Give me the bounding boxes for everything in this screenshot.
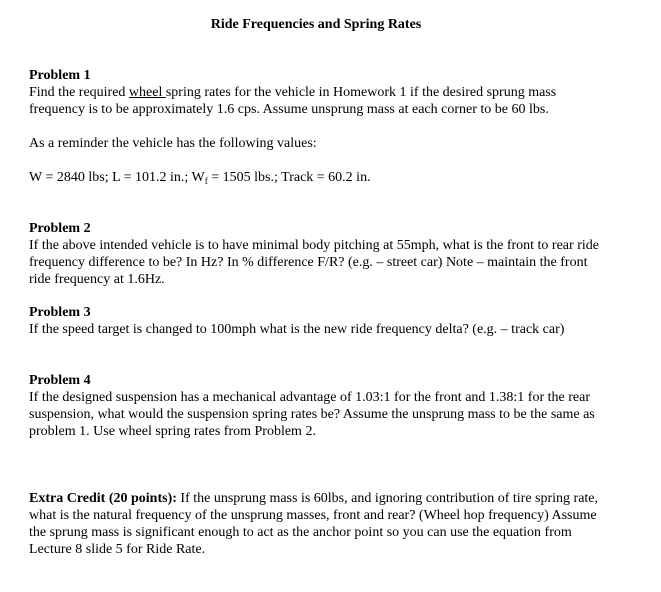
- vehicle-values-start: W = 2840 lbs; L = 101.2 in.; W: [29, 170, 205, 185]
- vehicle-values-line: [29, 169, 609, 186]
- reminder-line: As a reminder the vehicle has the following values:: [29, 136, 317, 151]
- wheel-underlined-word: wheel: [128, 85, 166, 100]
- problem-1-text: [29, 84, 609, 118]
- problem-1-text-start: Find the required: [29, 85, 129, 100]
- extra-credit-label: Extra Credit (20 points):: [29, 491, 177, 506]
- front-weight-subscript: f: [204, 176, 208, 186]
- problem-2-heading: Problem 2: [29, 221, 91, 236]
- problem-2-section: [29, 220, 609, 288]
- problem-4-text: If the designed suspension has a mechanical advantage of 1.03:1 for the front and 1.38:1 for the rear suspension, what would the suspension spring rates be? Assume the unsprung mass to be the same as problem 1. Use wheel spring rates from Problem 2.: [29, 390, 595, 439]
- extra-credit-body: If the unsprung mass is 60lbs, and ignoring contribution of tire spring rate, what is the natural frequency of the unsprung masses, front and rear? (Wheel hop frequency) Assume the sprung mass is significant enough to act as the anchor point so you can use the equation from Lecture 8 slide 5 for Ride Rate.: [29, 491, 599, 557]
- problem-3-text: If the speed target is changed to 100mph what is the new ride frequency delta? (e.g. – track car): [29, 322, 565, 337]
- problem-1-text-end: spring rates for the vehicle in Homework 1 if the desired sprung mass frequency is to be approximately 1.6 cps. Assume unsprung mass at each corner to be 60 lbs.: [29, 85, 557, 117]
- extra-credit-text: [29, 490, 609, 558]
- vehicle-values-end: = 1505 lbs.; Track = 60.2 in.: [207, 170, 371, 185]
- problem-1-section: [29, 67, 609, 118]
- problem-4-section: [29, 372, 609, 440]
- extra-credit-section: [29, 490, 609, 558]
- problem-4-heading: Problem 4: [29, 373, 91, 388]
- problem-1-heading: Problem 1: [29, 68, 91, 83]
- problem-3-section: [29, 304, 609, 338]
- document-title: Ride Frequencies and Spring Rates: [210, 17, 422, 32]
- problem-2-text: If the above intended vehicle is to have minimal body pitching at 55mph, what is the front to rear ride frequency difference to be? In Hz? In % difference F/R? (e.g. – street car) Note – maintain the front ride frequency at 1.6Hz.: [29, 238, 599, 287]
- problem-3-heading: Problem 3: [29, 305, 91, 320]
